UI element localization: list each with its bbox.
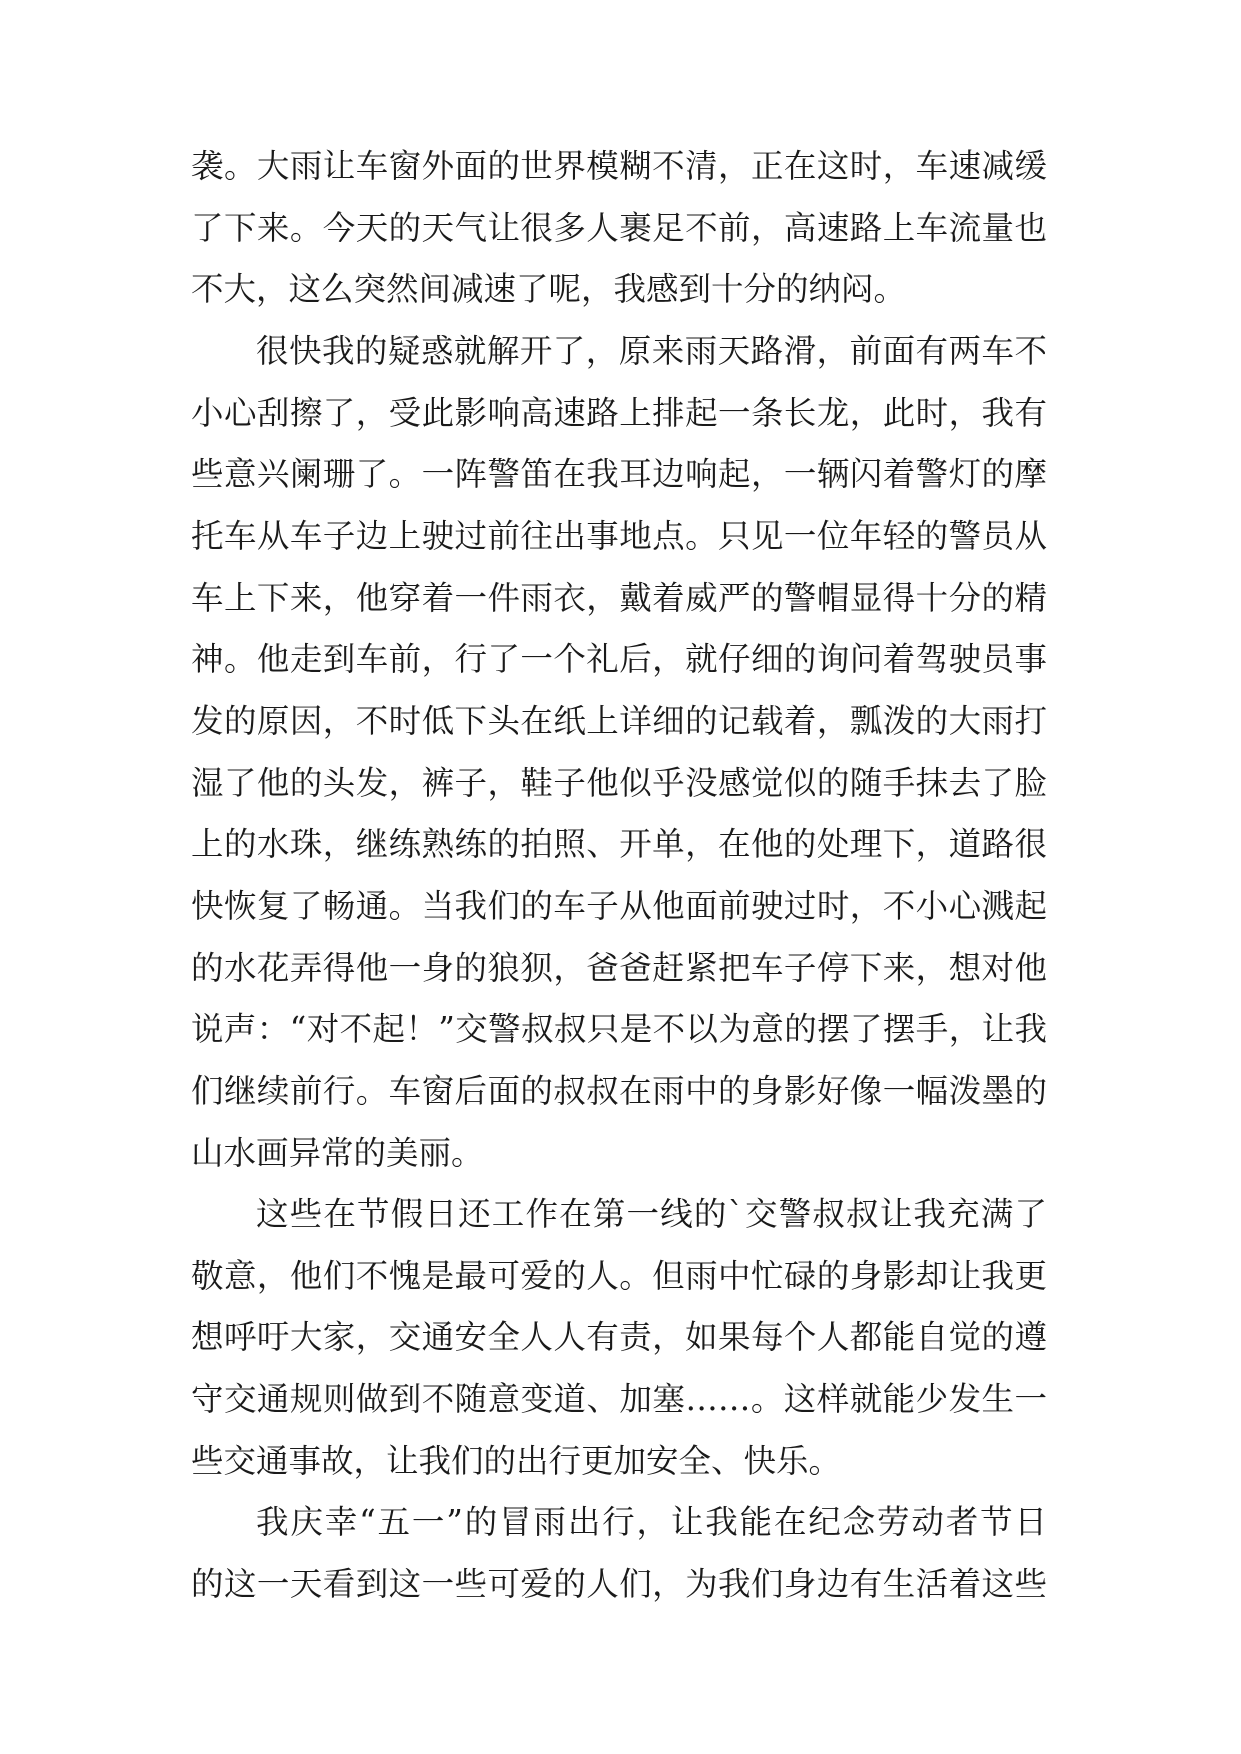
text-line: 车上下来，他穿着一件雨衣，戴着威严的警帽显得十分的精 — [191, 578, 1047, 617]
text-line: 山水画异常的美丽。 — [191, 1133, 484, 1172]
text-line: 些意兴阑珊了。一阵警笛在我耳边响起，一辆闪着警灯的摩 — [191, 455, 1047, 494]
text-line: 湿了他的头发，裤子，鞋子他似乎没感觉似的随手抹去了脸 — [191, 763, 1047, 802]
text-line: 袭。大雨让车窗外面的世界模糊不清，正在这时，车速减缓 — [191, 147, 1047, 185]
text-line: 敬意，他们不愧是最可爱的人。但雨中忙碌的身影却让我更 — [191, 1256, 1047, 1295]
text-line: 不大，这么突然间减速了呢，我感到十分的纳闷。 — [191, 270, 907, 309]
text-line: 说声：“对不起！”交警叔叔只是不以为意的摆了摆手，让我 — [191, 1010, 1047, 1049]
text-line: 上的水珠，继练熟练的拍照、开单，在他的处理下，道路很 — [191, 825, 1047, 864]
text-line: 快恢复了畅通。当我们的车子从他面前驶过时，不小心溅起 — [191, 886, 1047, 925]
paragraph-first-line: 这些在节假日还工作在第一线的`交警叔叔让我充满了 — [256, 1195, 1047, 1234]
text-line: 们继续前行。车窗后面的叔叔在雨中的身影好像一幅泼墨的 — [191, 1071, 1047, 1110]
text-line: 发的原因，不时低下头在纸上详细的记载着，瓢泼的大雨打 — [191, 701, 1047, 740]
article-body — [191, 136, 1047, 1616]
text-line: 的这一天看到这一些可爱的人们，为我们身边有生活着这些 — [191, 1565, 1047, 1604]
text-line: 守交通规则做到不随意变道、加塞……。这样就能少发生一 — [191, 1380, 1047, 1419]
text-line: 了下来。今天的天气让很多人裹足不前，高速路上车流量也 — [191, 208, 1047, 247]
text-line: 些交通事故，让我们的出行更加安全、快乐。 — [191, 1441, 842, 1480]
paragraph-first-line: 很快我的疑惑就解开了，原来雨天路滑，前面有两车不 — [256, 331, 1047, 370]
text-line: 托车从车子边上驶过前往出事地点。只见一位年轻的警员从 — [191, 516, 1047, 555]
text-line: 的水花弄得他一身的狼狈，爸爸赶紧把车子停下来，想对他 — [191, 948, 1047, 987]
text-line: 小心刮擦了，受此影响高速路上排起一条长龙，此时，我有 — [191, 393, 1047, 432]
text-line: 想呼吁大家，交通安全人人有责，如果每个人都能自觉的遵 — [191, 1318, 1047, 1357]
paragraph-first-line: 我庆幸“五一”的冒雨出行，让我能在纪念劳动者节日 — [256, 1503, 1047, 1542]
text-line: 神。他走到车前，行了一个礼后，就仔细的询问着驾驶员事 — [191, 640, 1047, 679]
